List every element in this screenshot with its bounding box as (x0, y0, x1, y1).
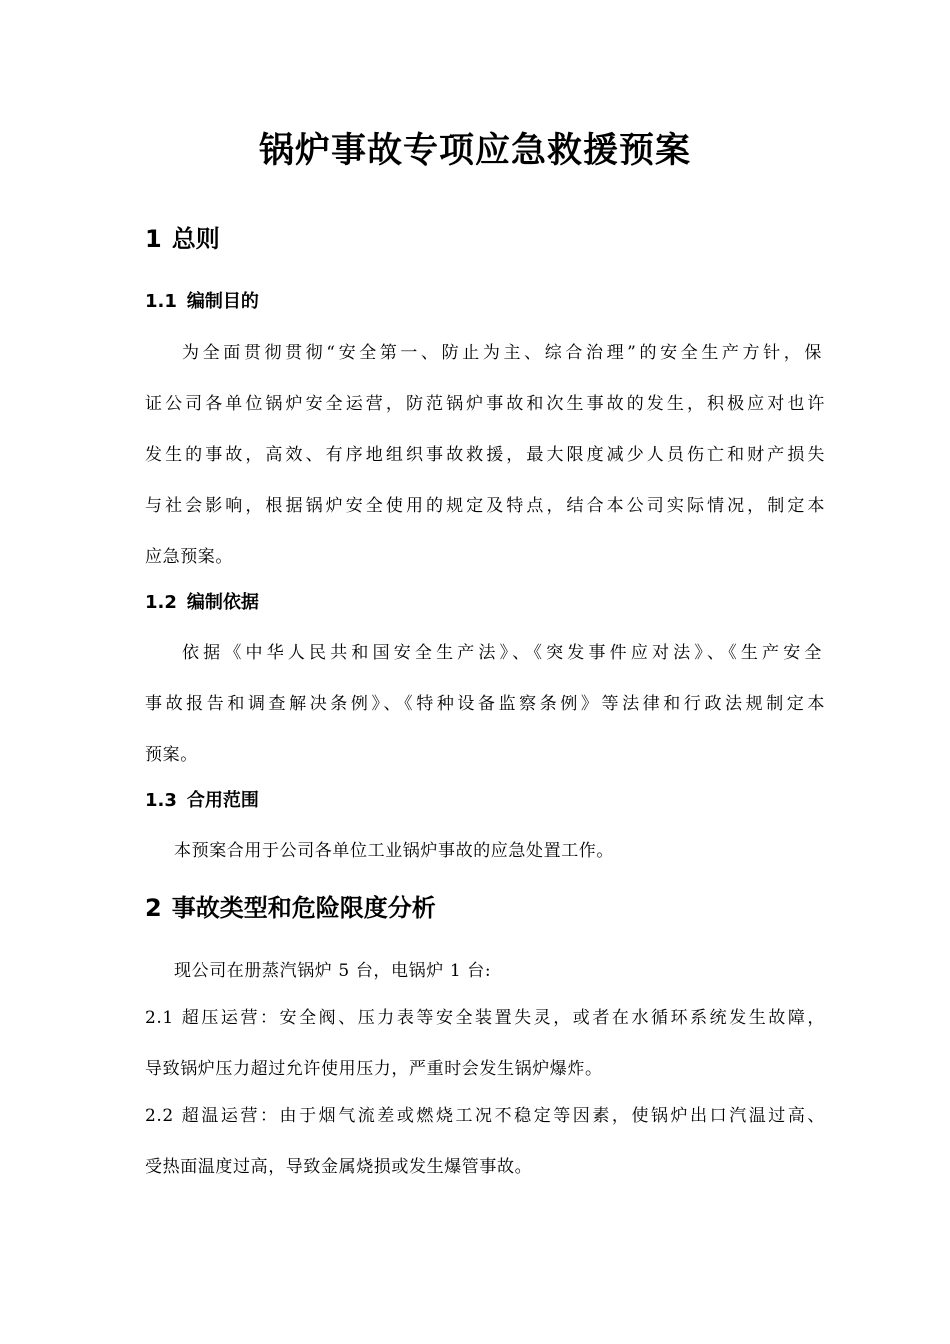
paragraph-line: 与社会影响，根据锅炉安全使用的规定及特点，结合本公司实际情况，制定本 (145, 496, 825, 516)
list-item-line: 2.2 超温运营：由于烟气流差或燃烧工况不稳定等因素，使锅炉出口汽温过高、 (145, 1106, 825, 1126)
paragraph-line: 依据《中华人民共和国安全生产法》、《突发事件应对法》、《生产安全 (182, 643, 822, 663)
paragraph-line: 证公司各单位锅炉安全运营，防范锅炉事故和次生事故的发生，积极应对也许 (145, 394, 825, 414)
subsection-title: 编制目的 (186, 291, 259, 312)
paragraph-line: 事故报告和调查解决条例》、《特种设备监察条例》等法律和行政法规制定本 (145, 694, 825, 714)
section-number: 1 (145, 225, 162, 253)
paragraph-line: 应急预案。 (145, 547, 233, 567)
section-title: 事故类型和危险限度分析 (171, 894, 436, 922)
paragraph-line: 发生的事故，高效、有序地组织事故救援，最大限度减少人员伤亡和财产损失 (145, 445, 825, 465)
list-item-line: 2.1 超压运营：安全阀、压力表等安全装置失灵，或者在水循环系统发生故障， (145, 1008, 825, 1028)
subsection-number: 1.2 (145, 592, 177, 613)
subsection-heading-1-3 (145, 789, 259, 813)
subsection-title: 编制依据 (186, 592, 259, 613)
subsection-title: 合用范围 (186, 790, 259, 811)
subsection-number: 1.3 (145, 790, 177, 811)
section-number: 2 (145, 894, 162, 922)
document-title: 锅炉事故专项应急救援预案 (258, 131, 691, 171)
section-title: 总则 (171, 225, 220, 253)
list-item-line: 受热面温度过高，导致金属烧损或发生爆管事故。 (145, 1157, 533, 1177)
paragraph-line: 为全面贯彻贯彻“安全第一、防止为主、综合治理”的安全生产方针，保 (182, 343, 822, 363)
subsection-heading-1-1 (145, 290, 259, 314)
section-heading-1 (145, 223, 220, 255)
subsection-heading-1-2 (145, 591, 259, 615)
paragraph-line: 本预案合用于公司各单位工业锅炉事故的应急处置工作。 (174, 841, 614, 861)
section-heading-2 (145, 892, 436, 924)
paragraph-line: 现公司在册蒸汽锅炉 5 台，电锅炉 1 台: (174, 961, 492, 981)
paragraph-line: 预案。 (145, 745, 198, 765)
list-item-line: 导致锅炉压力超过允许使用压力，严重时会发生锅炉爆炸。 (145, 1059, 603, 1079)
subsection-number: 1.1 (145, 291, 177, 312)
